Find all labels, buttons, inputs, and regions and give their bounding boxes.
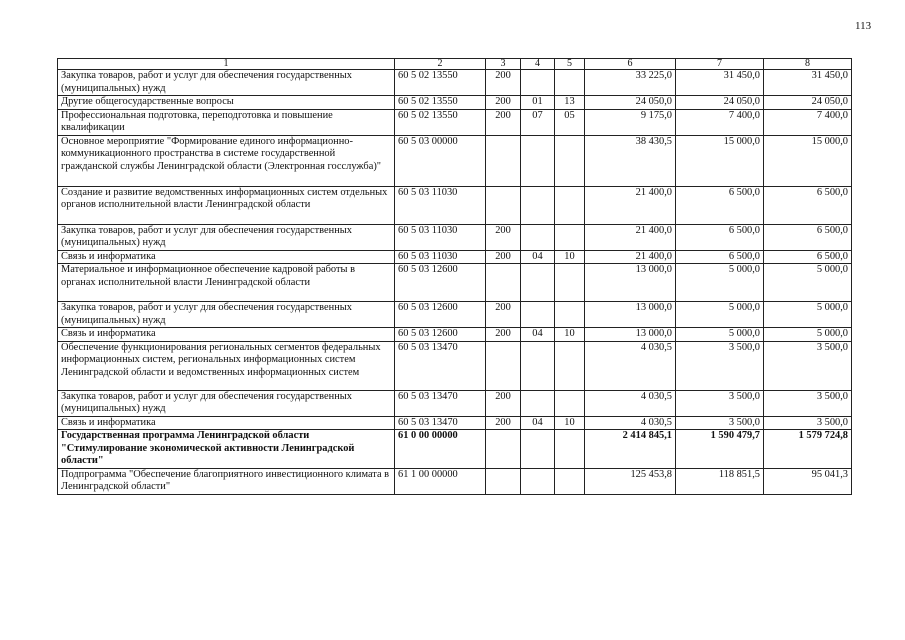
row-value-6: 13 000,0 [585,264,676,302]
row-pr [555,468,585,494]
header-row [58,59,852,70]
row-name: Закупка товаров, работ и услуг для обеспечения государственных (муниципальных) нужд [58,302,395,328]
row-rz [521,224,555,250]
row-value-7: 118 851,5 [676,468,764,494]
row-pr [555,224,585,250]
row-vr: 200 [486,224,521,250]
row-pr: 10 [555,250,585,264]
row-name: Закупка товаров, работ и услуг для обеспечения государственных (муниципальных) нужд [58,224,395,250]
row-rz [521,135,555,186]
row-value-7: 5 000,0 [676,328,764,342]
header-cell: 3 [486,59,521,70]
row-name: Связь и информатика [58,250,395,264]
row-vr: 200 [486,328,521,342]
row-value-6: 4 030,5 [585,390,676,416]
row-value-6: 13 000,0 [585,328,676,342]
row-name: Закупка товаров, работ и услуг для обеспечения государственных (муниципальных) нужд [58,70,395,96]
row-name: Другие общегосударственные вопросы [58,96,395,110]
row-pr: 10 [555,328,585,342]
row-code: 61 1 00 00000 [395,468,486,494]
row-code: 60 5 02 13550 [395,70,486,96]
row-rz [521,468,555,494]
row-code: 61 0 00 00000 [395,430,486,469]
row-rz: 07 [521,109,555,135]
row-value-6: 33 225,0 [585,70,676,96]
row-vr: 200 [486,70,521,96]
row-vr [486,264,521,302]
row-value-6: 4 030,5 [585,416,676,430]
row-vr [486,135,521,186]
table-row [58,328,852,342]
row-rz [521,264,555,302]
row-code: 60 5 03 11030 [395,186,486,224]
table-row [58,70,852,96]
header-cell: 4 [521,59,555,70]
row-value-8: 1 579 724,8 [764,430,852,469]
table-row-program [58,430,852,469]
row-pr [555,70,585,96]
row-name: Государственная программа Ленинградской области "Стимулирование экономической активности Ленинградской области" [58,430,395,469]
header-cell: 2 [395,59,486,70]
header-cell: 5 [555,59,585,70]
row-name: Профессиональная подготовка, переподготовка и повышение квалификации [58,109,395,135]
row-value-7: 3 500,0 [676,390,764,416]
row-value-8: 95 041,3 [764,468,852,494]
row-value-6: 13 000,0 [585,302,676,328]
row-rz [521,70,555,96]
row-value-7: 1 590 479,7 [676,430,764,469]
row-vr: 200 [486,250,521,264]
row-value-7: 24 050,0 [676,96,764,110]
row-pr: 10 [555,416,585,430]
row-pr: 13 [555,96,585,110]
row-value-6: 21 400,0 [585,224,676,250]
table-row [58,96,852,110]
row-value-6: 2 414 845,1 [585,430,676,469]
row-pr [555,186,585,224]
row-value-7: 5 000,0 [676,264,764,302]
row-pr [555,135,585,186]
row-value-6: 38 430,5 [585,135,676,186]
row-rz [521,390,555,416]
row-rz [521,341,555,390]
table-row [58,135,852,186]
row-value-6: 21 400,0 [585,250,676,264]
table-row [58,264,852,302]
row-pr [555,264,585,302]
row-vr: 200 [486,302,521,328]
row-code: 60 5 02 13550 [395,109,486,135]
table-row [58,416,852,430]
table-row [58,302,852,328]
row-rz [521,430,555,469]
row-value-8: 5 000,0 [764,264,852,302]
row-value-7: 3 500,0 [676,416,764,430]
row-rz [521,302,555,328]
row-value-6: 125 453,8 [585,468,676,494]
row-value-7: 3 500,0 [676,341,764,390]
header-cell: 6 [585,59,676,70]
row-name: Материальное и информационное обеспечение кадровой работы в органах исполнительной власти Ленинградской области [58,264,395,302]
table-row [58,250,852,264]
row-code: 60 5 02 13550 [395,96,486,110]
row-vr [486,186,521,224]
row-name: Закупка товаров, работ и услуг для обеспечения государственных (муниципальных) нужд [58,390,395,416]
row-name: Подпрограмма "Обеспечение благоприятного инвестиционного климата в Ленинградской области" [58,468,395,494]
row-name: Обеспечение функционирования региональных сегментов федеральных информационных систем, региональных информационных систем Ленинградской области и ведомственных информационных систем [58,341,395,390]
row-rz: 04 [521,250,555,264]
table-row [58,186,852,224]
row-value-7: 6 500,0 [676,250,764,264]
row-value-8: 3 500,0 [764,416,852,430]
row-code: 60 5 03 12600 [395,302,486,328]
table-row [58,390,852,416]
row-name: Связь и информатика [58,416,395,430]
row-value-7: 7 400,0 [676,109,764,135]
row-value-8: 24 050,0 [764,96,852,110]
row-pr [555,341,585,390]
row-name: Основное мероприятие "Формирование единого информационно-коммуникационного пространства в системе государственной гражданской службы Ленинградской области (Электронная госслужба)" [58,135,395,186]
row-value-8: 6 500,0 [764,186,852,224]
row-value-8: 15 000,0 [764,135,852,186]
budget-table [57,58,852,495]
row-rz: 01 [521,96,555,110]
row-value-6: 24 050,0 [585,96,676,110]
row-value-8: 7 400,0 [764,109,852,135]
table-row [58,109,852,135]
row-value-8: 31 450,0 [764,70,852,96]
row-code: 60 5 03 00000 [395,135,486,186]
row-rz: 04 [521,328,555,342]
header-cell: 7 [676,59,764,70]
row-value-7: 31 450,0 [676,70,764,96]
row-code: 60 5 03 12600 [395,328,486,342]
row-value-7: 6 500,0 [676,224,764,250]
row-vr [486,430,521,469]
row-vr: 200 [486,390,521,416]
row-pr: 05 [555,109,585,135]
row-rz: 04 [521,416,555,430]
row-pr [555,430,585,469]
row-value-8: 6 500,0 [764,224,852,250]
table-row-subprogram [58,468,852,494]
row-code: 60 5 03 11030 [395,224,486,250]
header-cell: 8 [764,59,852,70]
row-value-6: 4 030,5 [585,341,676,390]
row-code: 60 5 03 13470 [395,416,486,430]
row-code: 60 5 03 13470 [395,390,486,416]
row-value-8: 5 000,0 [764,302,852,328]
page-number: 113 [855,20,872,32]
row-value-8: 5 000,0 [764,328,852,342]
row-vr: 200 [486,416,521,430]
row-name: Создание и развитие ведомственных информационных систем отдельных органов исполнительной власти Ленинградской области [58,186,395,224]
table-row [58,341,852,390]
row-value-7: 5 000,0 [676,302,764,328]
row-value-7: 6 500,0 [676,186,764,224]
row-value-8: 3 500,0 [764,390,852,416]
row-value-6: 21 400,0 [585,186,676,224]
row-vr: 200 [486,96,521,110]
row-pr [555,302,585,328]
row-value-8: 6 500,0 [764,250,852,264]
row-rz [521,186,555,224]
row-vr [486,341,521,390]
row-code: 60 5 03 13470 [395,341,486,390]
table-row [58,224,852,250]
row-value-8: 3 500,0 [764,341,852,390]
row-value-7: 15 000,0 [676,135,764,186]
row-code: 60 5 03 12600 [395,264,486,302]
row-vr: 200 [486,109,521,135]
row-code: 60 5 03 11030 [395,250,486,264]
row-value-6: 9 175,0 [585,109,676,135]
row-name: Связь и информатика [58,328,395,342]
row-pr [555,390,585,416]
row-vr [486,468,521,494]
header-cell: 1 [58,59,395,70]
